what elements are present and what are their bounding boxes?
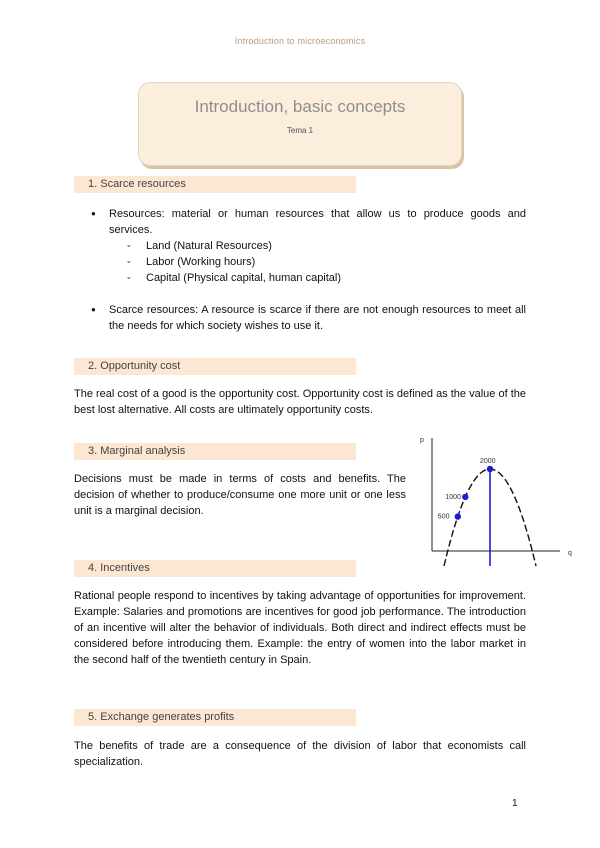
bullet-text: Resources: material or human resources that allow us to produce goods and services. [109, 208, 526, 236]
chart-point [462, 494, 468, 500]
section-body-scarce-resources [74, 206, 526, 334]
title-card [138, 82, 462, 166]
y-axis-label: p [420, 437, 424, 444]
chart-point-label: 2000 [480, 458, 496, 465]
chart-point [455, 513, 461, 519]
marginal-analysis-chart [410, 432, 582, 572]
sub-item: - Capital (Physical capital, human capital) [109, 270, 526, 286]
section-heading-opportunity-cost: 2. Opportunity cost [74, 358, 356, 375]
section-body-marginal-analysis: Decisions must be made in terms of costs and benefits. The decision of whether to produce/consume one more unit or one less unit is a marginal decision. [74, 473, 406, 517]
bullet-text: Scarce resources: A resource is scarce if there are not enough resources to meet all the needs for which society wishes to use it. [109, 304, 526, 332]
x-axis-label: q [568, 550, 572, 557]
sub-item: - Land (Natural Resources) [109, 238, 526, 254]
bullet-item [74, 302, 526, 334]
section-body-exchange: The benefits of trade are a consequence of the division of labor that economists call specialization. [74, 740, 526, 768]
section-heading-scarce-resources: 1. Scarce resources [74, 176, 356, 193]
section-body-opportunity-cost: The real cost of a good is the opportunity cost. Opportunity cost is defined as the value of the best lost alternative. All costs are ultimately opportunity costs. [74, 388, 526, 416]
chart-point-label: 1000 [445, 493, 461, 501]
page-title: Introduction, basic concepts [194, 97, 406, 116]
section-heading-incentives: 4. Incentives [74, 560, 356, 577]
page-subtitle: Tema 1 [286, 126, 314, 135]
running-header: Introduction to microeconomics [234, 36, 366, 46]
sub-item: - Labor (Working hours) [109, 254, 526, 270]
section-heading-exchange: 5. Exchange generates profits [74, 709, 356, 726]
chart-point-label: 500 [437, 513, 450, 521]
section-body-incentives: Rational people respond to incentives by taking advantage of opportunities for improvement. Example: Salaries and promotions are incentives for good job performance. The introduction of an incentive will alter the behavior of individuals. Both direct and indirect effects must be considered before introducing them. Example: the entry of women into the labor market in the second half of the twentieth century in Spain. [74, 590, 526, 666]
bullet-item [74, 206, 526, 286]
section-heading-marginal-analysis: 3. Marginal analysis [74, 443, 356, 460]
chart-point [487, 466, 493, 472]
page-number: 1 [512, 798, 518, 809]
